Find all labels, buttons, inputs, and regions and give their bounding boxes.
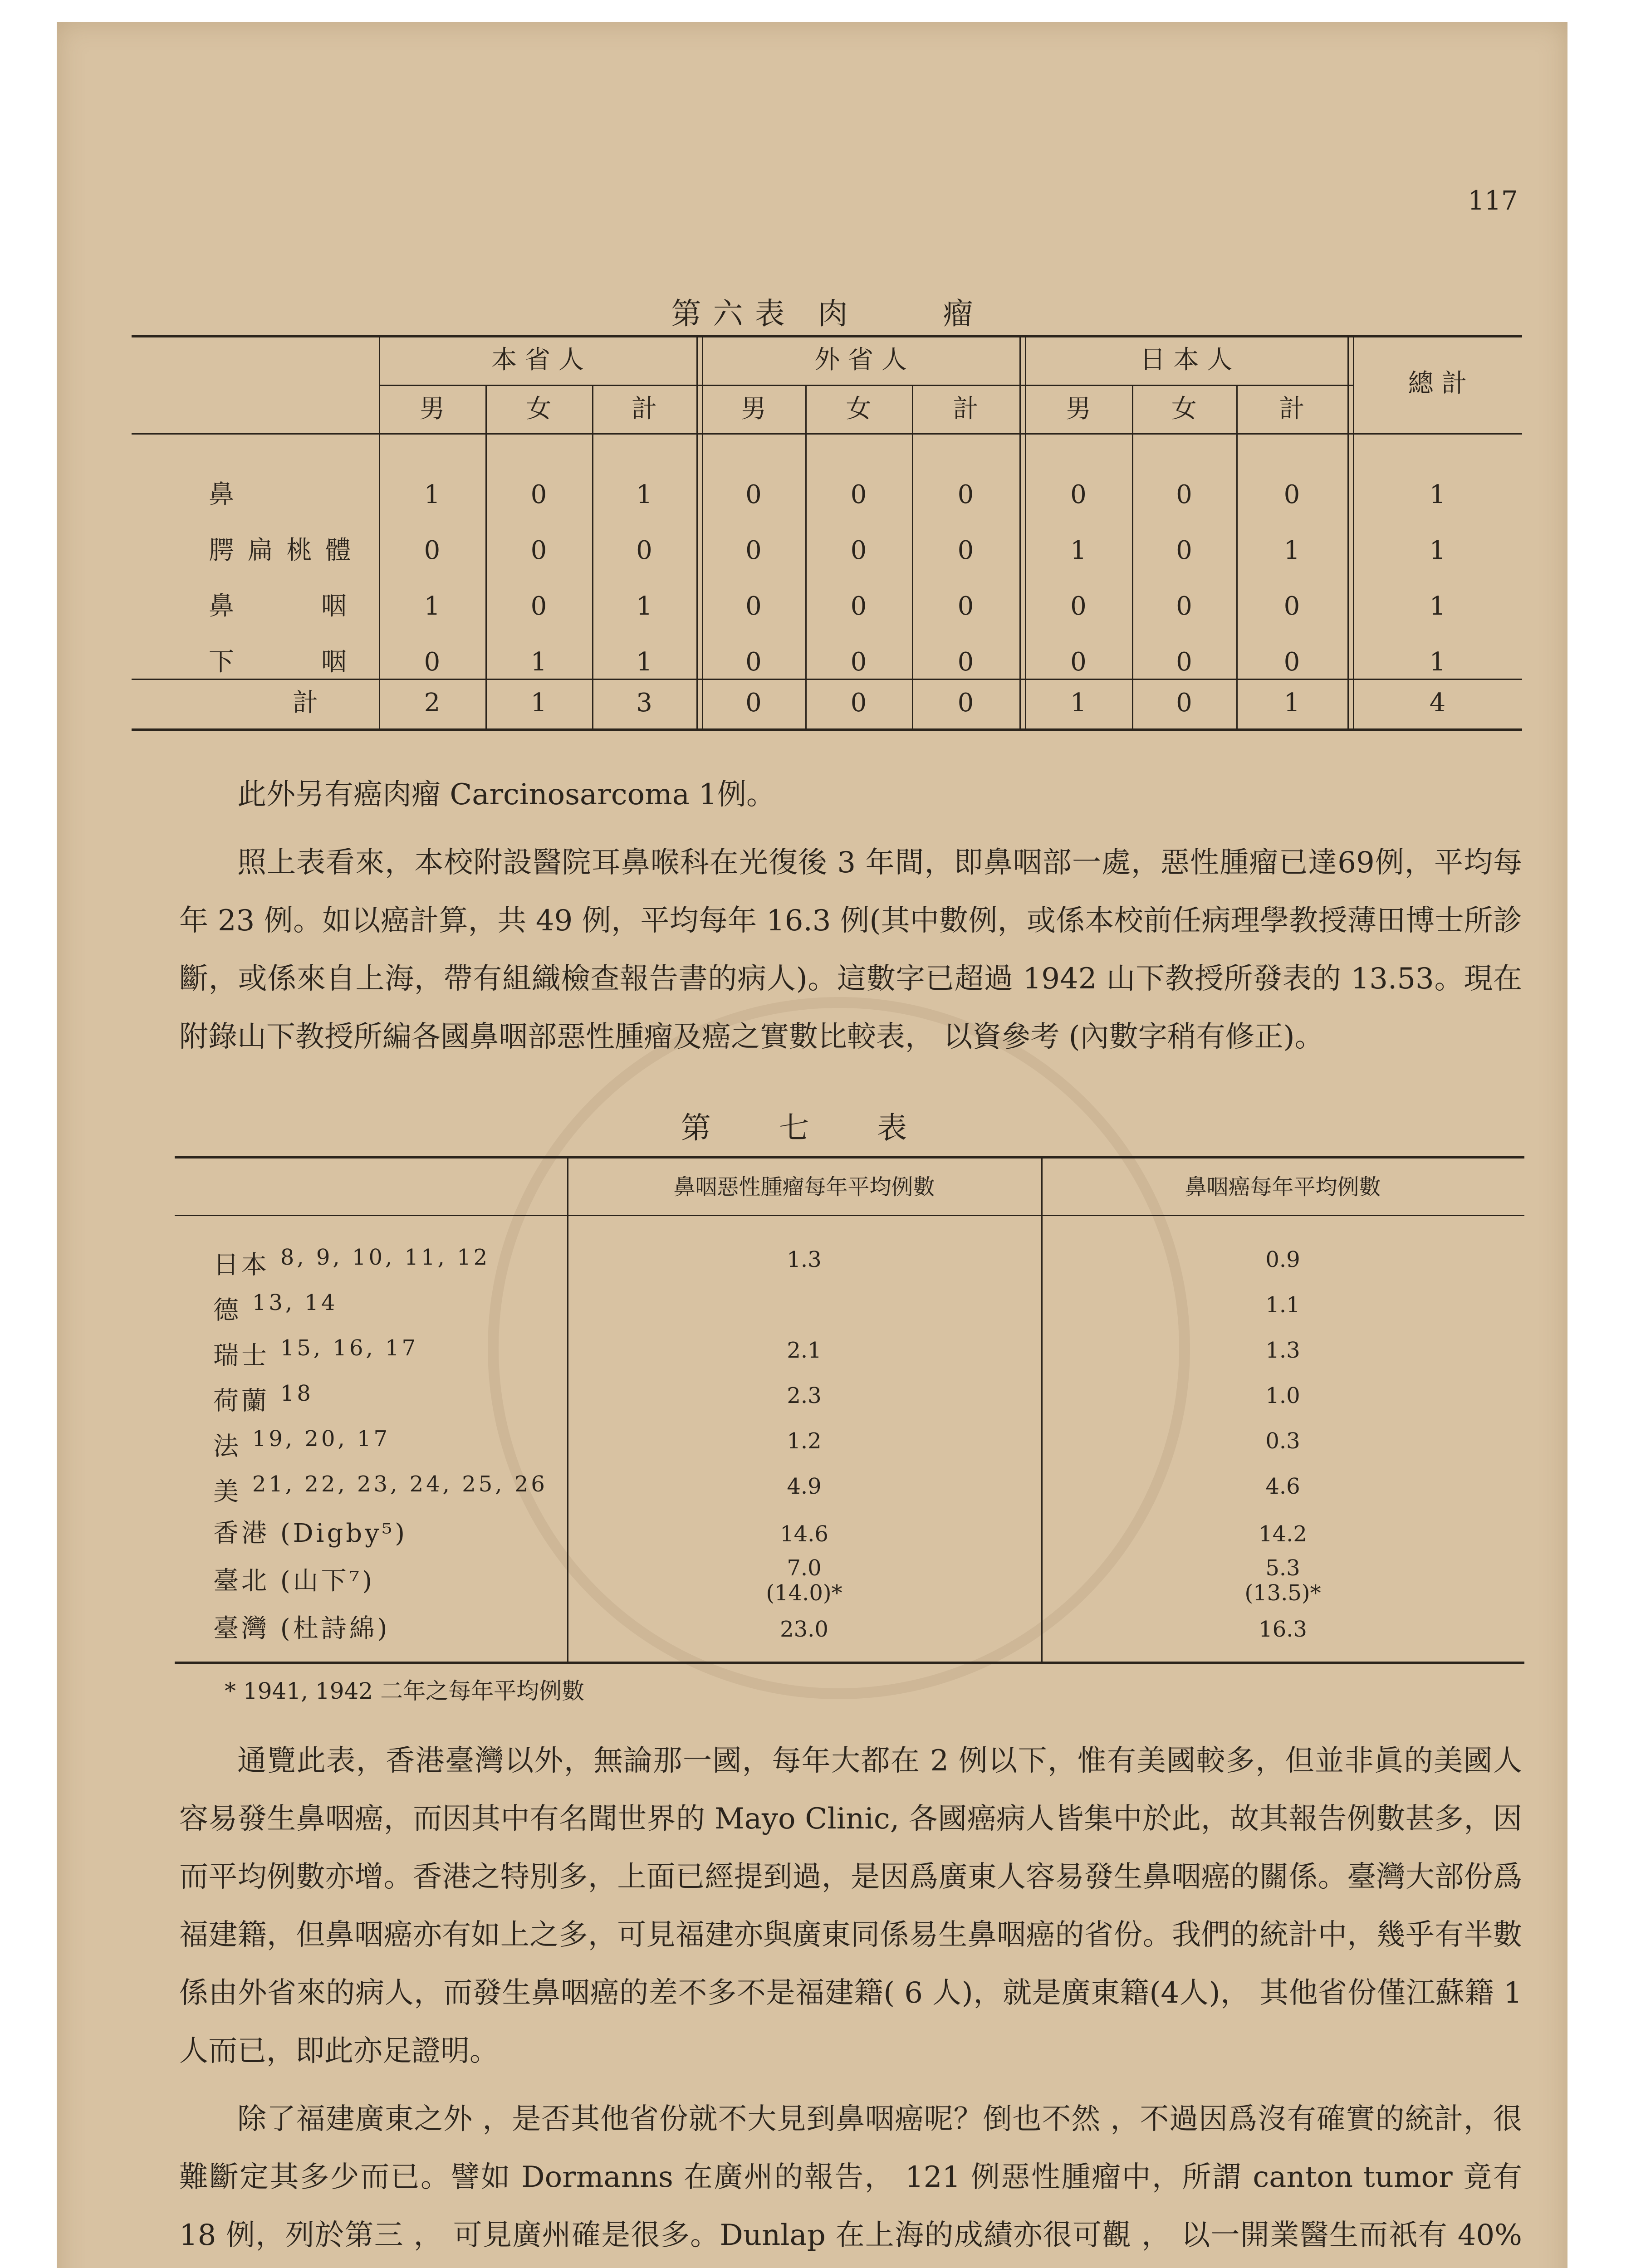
t6-cell: 1	[636, 480, 652, 509]
t7-v1: 23.0	[780, 1617, 828, 1642]
t6-vline	[1347, 335, 1349, 729]
t6-cell: 0	[1283, 591, 1300, 621]
t6-subheader: 女	[846, 394, 872, 424]
t7-v1: 1.3	[787, 1247, 822, 1272]
t7-v2: 1.3	[1265, 1338, 1300, 1363]
t6-subheader: 女	[1171, 394, 1197, 424]
t6-total-header: 總 計	[1408, 369, 1467, 398]
t6-cell: 0	[957, 647, 974, 677]
t6-cell: 0	[957, 480, 974, 509]
t6-subheader: 計	[1279, 394, 1305, 424]
t7-country: 荷蘭 $^{18}$	[213, 1381, 313, 1416]
t7-v1: 2.1	[787, 1338, 822, 1363]
t6-group-header: 外 省 人	[814, 345, 907, 375]
t7-country: 臺灣 (杜詩綿)	[213, 1614, 390, 1643]
t7-v2: 1.1	[1265, 1292, 1300, 1318]
t7-country: 美 $^{21, 22, 23, 24, 25, 26}$	[213, 1471, 548, 1507]
t6-cell: 1	[424, 480, 441, 509]
t6-cell: 0	[745, 480, 762, 509]
t6-cell: 0	[850, 480, 867, 509]
t7-v1b: (14.0)*	[766, 1580, 842, 1606]
t6-vline	[1019, 335, 1021, 729]
t7-refs: 8, 9, 10, 11, 12	[280, 1245, 490, 1270]
t6-total-cell: 0	[1176, 688, 1192, 718]
t7-v1: 2.3	[787, 1383, 822, 1408]
t7-refs: 13, 14	[252, 1290, 338, 1315]
body-paragraph-3: 除了福建廣東之外 ，是否其他省份就不大見到鼻咽癌呢？倒也不然 ，不過因爲沒有確實的統計，很難斷定其多少而已。譬如 Dormanns 在廣州的報告， 121 例惡性腫瘤中，所謂 canton tumor 竟有 18 例，列於第三 ， 可見廣州確是很多。Dunlap 在上海的成績亦很可觀 ， 以一開業醫生而祇有 40%	[179, 2102, 1522, 2252]
t6-group-header: 日 本 人	[1140, 345, 1233, 375]
t6-cell: 0	[1070, 480, 1087, 509]
t6-subheader: 計	[953, 394, 979, 424]
t6-cell: 0	[957, 536, 974, 565]
t7-refs: 21, 22, 23, 24, 25, 26	[252, 1471, 548, 1497]
t6-cell: 0	[1283, 480, 1300, 509]
page-number: 117	[1468, 185, 1518, 216]
t6-cell: 0	[745, 647, 762, 677]
t6-cell: 0	[1176, 591, 1192, 621]
t6-cell: 0	[1283, 647, 1300, 677]
t6-total-cell: 4	[1429, 688, 1446, 718]
t6-cell: 0	[1176, 647, 1192, 677]
table6-title: 第六表 肉 瘤	[671, 296, 985, 331]
t7-v2: 14.2	[1259, 1521, 1307, 1547]
body-paragraph-2: 通覽此表，香港臺灣以外，無論那一國，每年大都在 2 例以下，惟有美國較多，但並非眞的美國人容易發生鼻咽癌，而因其中有名聞世界的 Mayo Clinic, 各國癌病人皆集中於此，故其報告例數甚多，因而平均例數亦增。香港之特別多，上面已經提到過，是因爲廣東人容易發生鼻咽癌的關係。臺灣大部份爲福建籍，但鼻咽癌亦有如上之多，可見福建亦與廣東同係易生鼻咽癌的省份。我們的統計中，幾乎有半數係由外省來的病人，而發生鼻咽癌的差不多不是福建籍( 6 人)，就是廣東籍(4人)， 其他省份僅江蘇籍 1 人而已，即此亦足證明。	[179, 1744, 1522, 2068]
t7-refs: 19, 20, 17	[252, 1426, 391, 1452]
t6-subheader: 計	[632, 394, 657, 424]
table6-header-rule	[132, 433, 1522, 435]
t7-col2-header: 鼻咽癌每年平均例數	[1185, 1174, 1381, 1200]
t6-subheader: 女	[526, 394, 552, 424]
table7-top-rule	[175, 1156, 1524, 1158]
table7-header-rule	[175, 1215, 1524, 1216]
t7-country: 日本 $^{8, 9, 10, 11, 12}$	[213, 1245, 490, 1280]
t7-country: 德 $^{13, 14}$	[213, 1290, 338, 1325]
t6-cell: 0	[424, 647, 441, 677]
t7-refs: 15, 16, 17	[280, 1335, 419, 1361]
t6-cell: 0	[1070, 591, 1087, 621]
t6-cell: 1	[1429, 536, 1446, 565]
t6-total-cell: 0	[957, 688, 974, 718]
t6-total-cell: 2	[424, 688, 441, 718]
t7-v2: 0.9	[1265, 1247, 1300, 1272]
t7-v1: 7.0	[787, 1555, 822, 1581]
page-scan	[57, 22, 1567, 2268]
t6-cell: 1	[424, 591, 441, 621]
t6-cell: 1	[1429, 591, 1446, 621]
t6-cell: 0	[850, 536, 867, 565]
t6-cell: 0	[745, 536, 762, 565]
t6-total-label: 計	[293, 688, 321, 718]
t6-cell: 1	[530, 647, 547, 677]
t7-v1: 4.9	[787, 1474, 822, 1499]
t7-v2: 1.0	[1265, 1383, 1300, 1408]
t6-cell: 1	[1070, 536, 1087, 565]
body-paragraph-1: 照上表看來，本校附設醫院耳鼻喉科在光復後 3 年間，即鼻咽部一處，惡性腫瘤已達69例，平均每年 23 例。如以癌計算，共 49 例，平均每年 16.3 例(其中數例，或係本校前任病理學教授薄田博士所診斷，或係來自上海，帶有組織檢查報告書的病人)。這數字已超過 1942 山下教授所發表的 13.53。現在附錄山下教授所編各國鼻咽部惡性腫瘤及癌之實數比較表， 以資參考 (內數字稍有修正)。	[179, 846, 1522, 1054]
t7-v1: 1.2	[787, 1428, 822, 1454]
t6-subheader: 男	[1066, 394, 1091, 424]
t7-v2b: (13.5)*	[1244, 1580, 1321, 1606]
t6-cell: 0	[1176, 480, 1192, 509]
t7-country: 香港 (Digby⁵)	[213, 1519, 408, 1548]
table6-group-rule	[379, 385, 1354, 386]
t7-refs: 18	[280, 1381, 313, 1406]
t7-country: 法 $^{19, 20, 17}$	[213, 1426, 391, 1461]
t6-total-cell: 1	[1070, 688, 1087, 718]
t6-cell: 0	[530, 591, 547, 621]
t6-row-label: 下 咽	[209, 647, 349, 677]
t6-cell: 0	[1070, 647, 1087, 677]
table6-bottom-rule	[132, 728, 1522, 731]
t6-cell: 0	[530, 536, 547, 565]
t6-total-cell: 1	[530, 688, 547, 718]
table7-title: 第七表	[681, 1110, 975, 1145]
t6-row-label: 腭 扁 桃 體	[209, 536, 354, 565]
table7-footnote: * 1941, 1942 二年之每年平均例數	[225, 1678, 585, 1704]
t6-cell: 0	[745, 591, 762, 621]
t6-total-cell: 3	[636, 688, 652, 718]
t6-cell: 0	[530, 480, 547, 509]
t7-v2: 4.6	[1265, 1474, 1300, 1499]
t6-cell: 0	[850, 591, 867, 621]
t6-total-cell: 0	[745, 688, 762, 718]
t6-cell: 0	[424, 536, 441, 565]
t6-group-header: 本 省 人	[491, 345, 584, 375]
t6-cell: 1	[636, 591, 652, 621]
t6-cell: 1	[1429, 647, 1446, 677]
t7-v2: 5.3	[1265, 1555, 1300, 1581]
t7-country: 瑞士 $^{15, 16, 17}$	[213, 1335, 419, 1371]
t6-row-label: 鼻 咽	[209, 591, 349, 621]
t6-subheader: 男	[419, 394, 445, 424]
t6-row-label: 鼻	[209, 480, 237, 509]
t7-country: 臺北 (山下⁷)	[213, 1566, 375, 1596]
t7-v2: 0.3	[1265, 1428, 1300, 1454]
t7-col1-header: 鼻咽惡性腫瘤每年平均例數	[673, 1174, 935, 1200]
t6-cell: 0	[1176, 536, 1192, 565]
t6-cell: 1	[636, 647, 652, 677]
table7-bottom-rule	[175, 1662, 1524, 1664]
t6-cell: 0	[850, 647, 867, 677]
t6-cell: 0	[636, 536, 652, 565]
t6-vline	[696, 335, 698, 729]
table6-total-rule	[132, 679, 1522, 680]
t6-cell: 1	[1283, 536, 1300, 565]
t6-subheader: 男	[741, 394, 766, 424]
t6-total-cell: 1	[1283, 688, 1300, 718]
t6-cell: 1	[1429, 480, 1446, 509]
t7-v2: 16.3	[1259, 1617, 1307, 1642]
t7-v1: 14.6	[780, 1521, 828, 1547]
table6-top-rule	[132, 335, 1522, 337]
t6-total-cell: 0	[850, 688, 867, 718]
t6-cell: 0	[957, 591, 974, 621]
carcinosarcoma-note: 此外另有癌肉瘤 Carcinosarcoma 1例。	[237, 778, 775, 811]
